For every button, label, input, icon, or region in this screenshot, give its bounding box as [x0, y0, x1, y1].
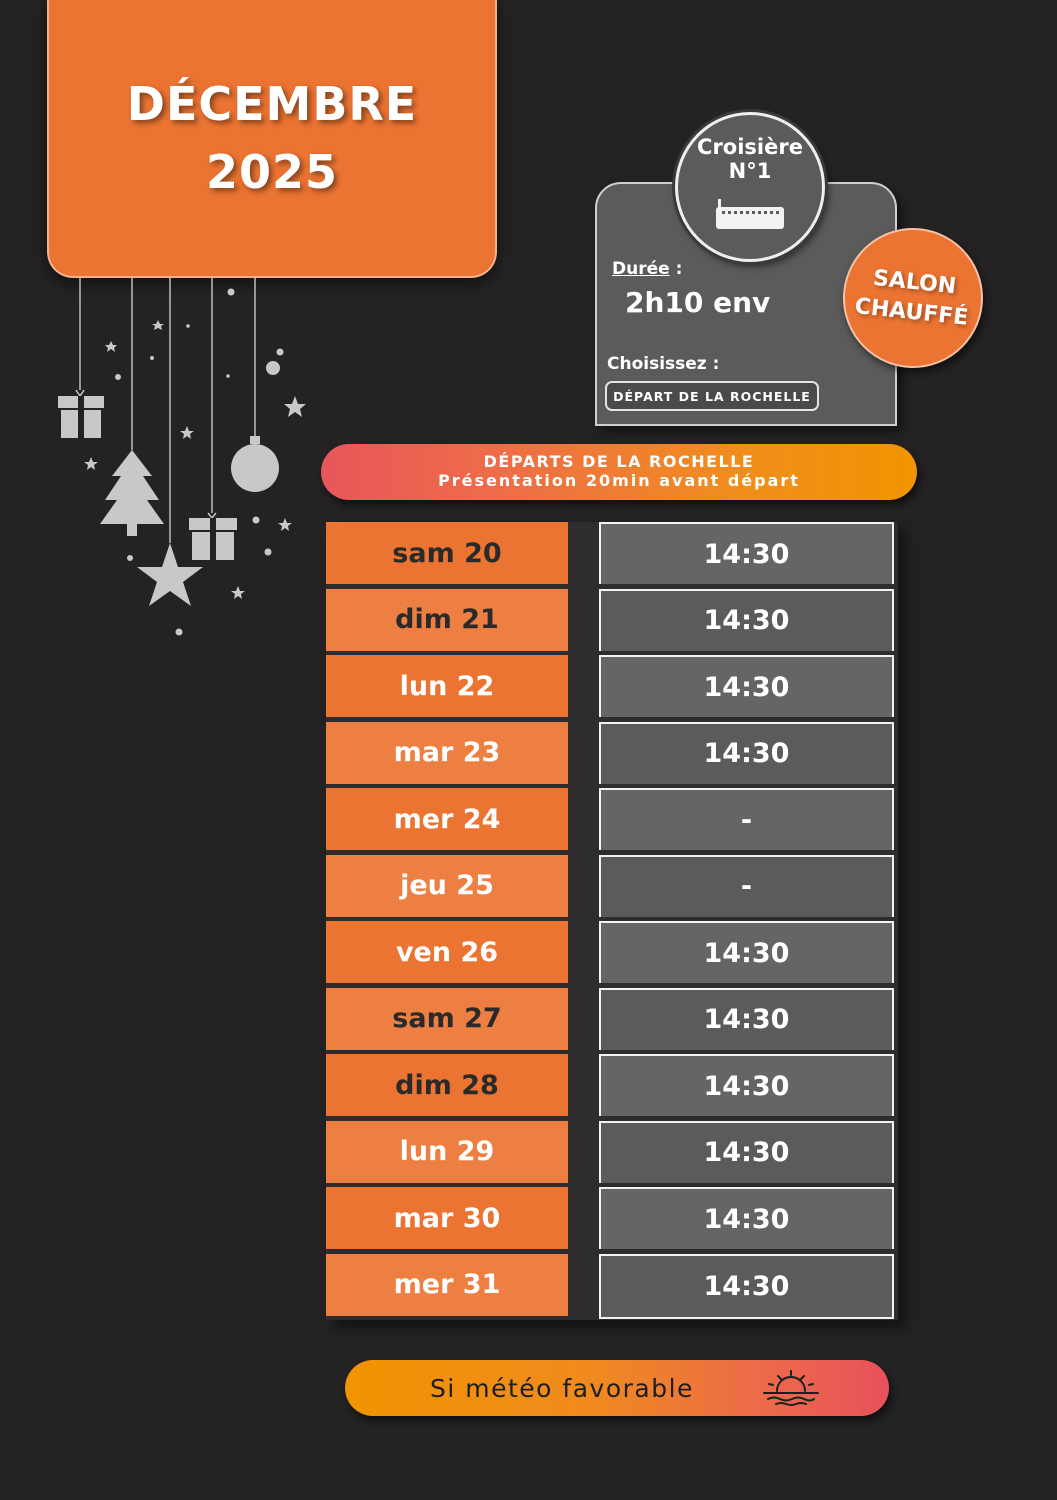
christmas-ornaments-decoration: [45, 278, 325, 648]
day-cell: jeu 25: [326, 855, 568, 917]
cruise-title: Croisière: [697, 135, 803, 159]
time-cell: 14:30: [599, 1187, 894, 1249]
time-cell: 14:30: [599, 1054, 894, 1116]
day-cell: mar 23: [326, 722, 568, 784]
time-cell: 14:30: [599, 1121, 894, 1183]
month-title: DÉCEMBRE: [126, 77, 418, 131]
month-header-card: [47, 0, 497, 278]
time-cell: 14:30: [599, 722, 894, 784]
gift-icon: [58, 390, 104, 438]
table-row: [326, 589, 898, 651]
bauble-icon: [231, 436, 279, 492]
depart-la-rochelle-button[interactable]: DÉPART DE LA ROCHELLE: [605, 381, 819, 411]
duration-value: 2h10 env: [625, 286, 771, 319]
schedule-table: [326, 522, 898, 1320]
table-row: [326, 1121, 898, 1183]
choose-label: Choisissez :: [607, 354, 720, 374]
table-row: [326, 1187, 898, 1249]
day-cell: dim 28: [326, 1054, 568, 1116]
day-cell: lun 22: [326, 655, 568, 717]
presentation-note: Présentation 20min avant départ: [438, 471, 800, 490]
day-cell: dim 21: [326, 589, 568, 651]
salon-line2: CHAUFFÉ: [853, 294, 970, 331]
day-cell: mar 30: [326, 1187, 568, 1249]
christmas-tree-icon: [100, 450, 164, 536]
day-cell: sam 20: [326, 522, 568, 584]
salon-line1: SALON: [871, 265, 958, 300]
table-row: [326, 1054, 898, 1116]
time-cell: 14:30: [599, 589, 894, 651]
time-cell: 14:30: [599, 988, 894, 1050]
duration-label: Durée :: [612, 259, 683, 279]
time-cell: -: [599, 855, 894, 917]
cruise-number: N°1: [728, 159, 772, 183]
sunset-icon: [758, 1369, 824, 1409]
table-row: [326, 921, 898, 983]
table-row: [326, 988, 898, 1050]
year-title: 2025: [205, 145, 339, 199]
table-row: [326, 1254, 898, 1316]
day-cell: mer 24: [326, 788, 568, 850]
day-cell: lun 29: [326, 1121, 568, 1183]
departures-header-band: [321, 444, 917, 500]
day-cell: sam 27: [326, 988, 568, 1050]
time-cell: -: [599, 788, 894, 850]
time-cell: 14:30: [599, 655, 894, 717]
weather-note-band: [345, 1360, 889, 1416]
table-row: [326, 722, 898, 784]
time-cell: 14:30: [599, 522, 894, 584]
time-cell: 14:30: [599, 921, 894, 983]
table-row: [326, 655, 898, 717]
time-cell: 14:30: [599, 1254, 894, 1319]
table-row: [326, 855, 898, 917]
departures-title: DÉPARTS DE LA ROCHELLE: [483, 452, 755, 471]
boat-icon: [714, 195, 786, 233]
table-row: [326, 522, 898, 584]
gift-icon-small: [189, 513, 237, 560]
day-cell: ven 26: [326, 921, 568, 983]
cruise-number-badge: [675, 112, 825, 262]
table-row: [326, 788, 898, 850]
day-cell: mer 31: [326, 1254, 568, 1316]
weather-note: Si météo favorable: [430, 1374, 694, 1403]
